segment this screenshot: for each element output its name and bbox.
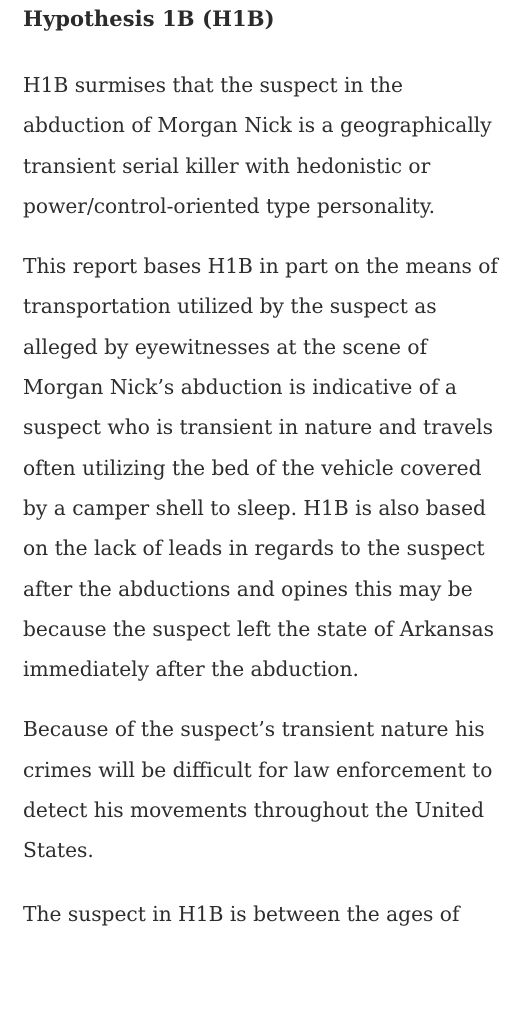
paragraph-age-range: The suspect in H1B is between the ages of <box>23 901 460 926</box>
paragraph-transient-nature: Because of the suspect’s transient nature his crimes will be difficult for law enforcement to detect his movements throughout the United States. <box>23 717 493 863</box>
section-heading: Hypothesis 1B (H1B) <box>23 6 275 31</box>
paragraph-basis: This report bases H1B in part on the means of transportation utilized by the suspect as alleged by eyewitnesses at the scene of Morgan Nick’s abduction is indicative of a suspect who is transient in nature and travels often utilizing the bed of the vehicle covered by a camper shell to sleep. H1B is also based on the lack of leads in regards to the suspect after the abductions and opines this may be because the suspect left the state of Arkansas immediately after the abduction. <box>23 254 498 682</box>
paragraph-summary: H1B surmises that the suspect in the abduction of Morgan Nick is a geographically transient serial killer with hedonistic or power/control-oriented type personality. <box>23 73 492 218</box>
